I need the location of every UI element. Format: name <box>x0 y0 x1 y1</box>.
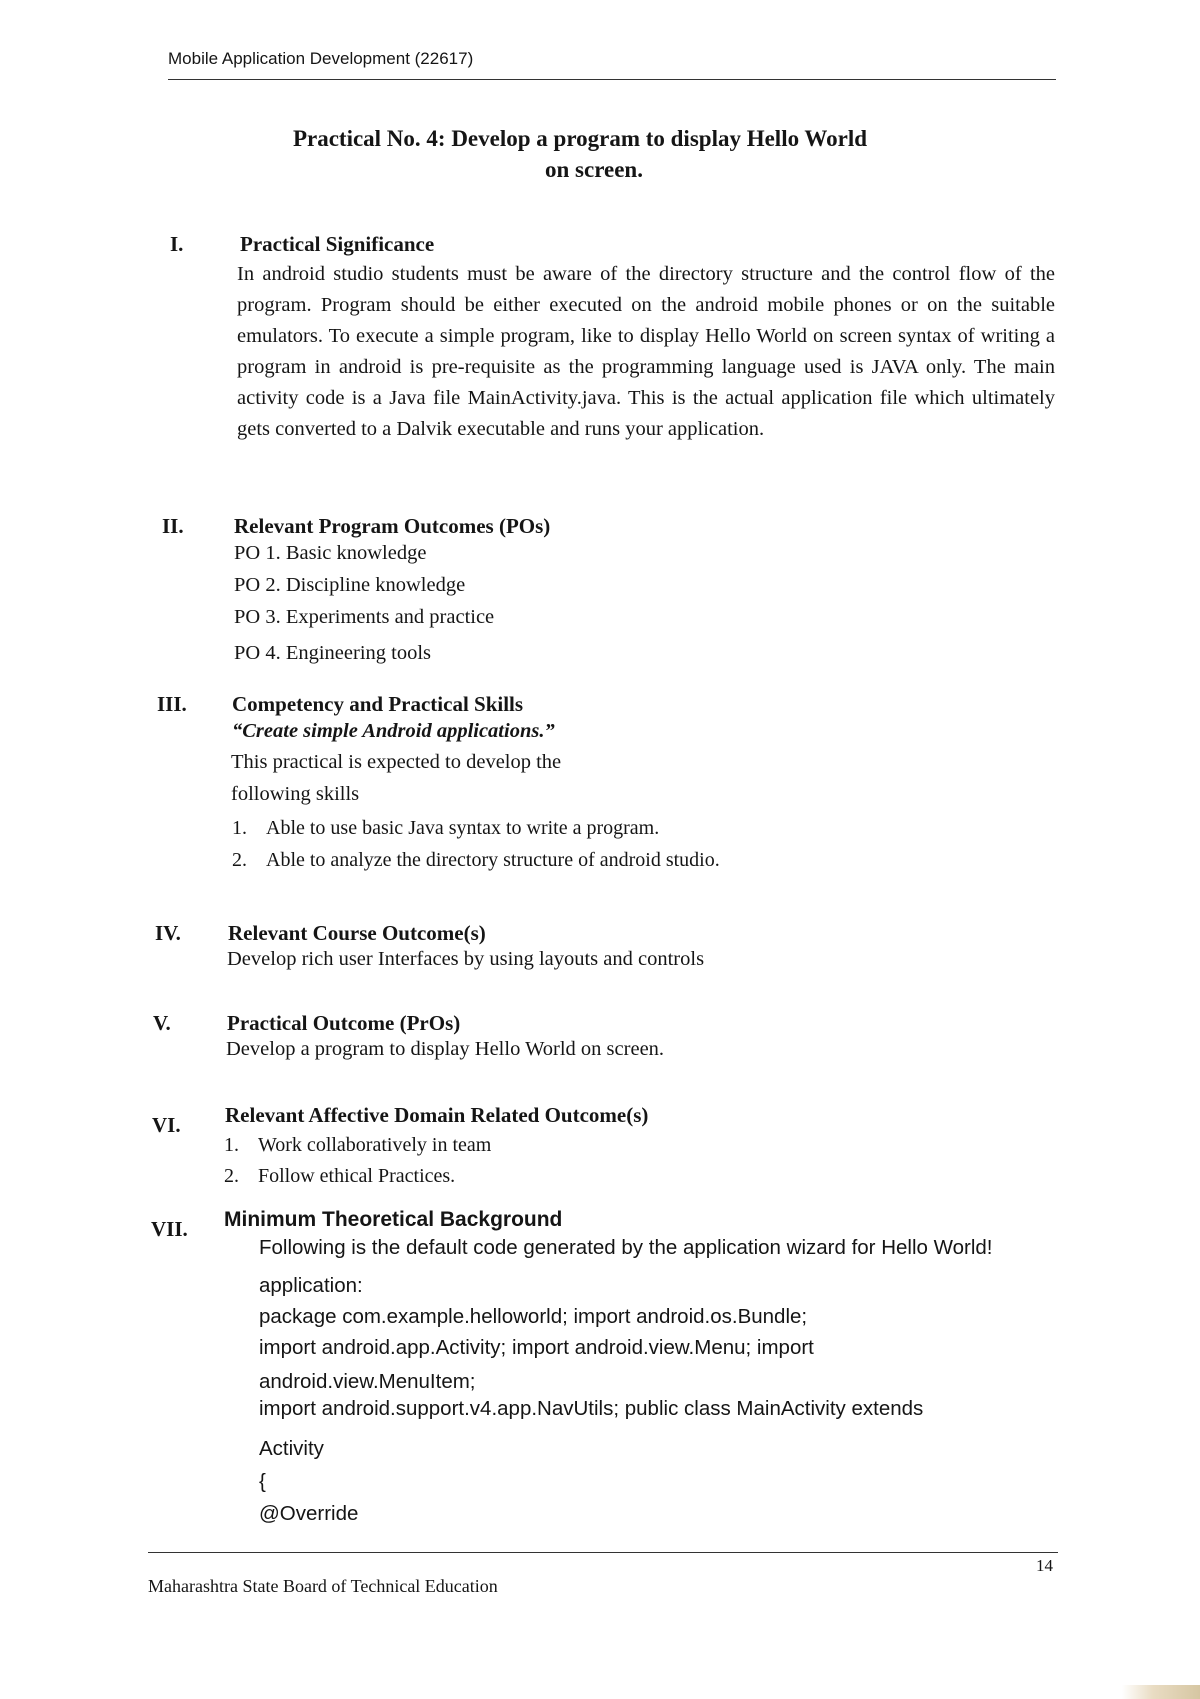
code-line: Following is the default code generated by the application wizard for Hello World! <box>259 1236 993 1259</box>
code-line: import android.support.v4.app.NavUtils; public class MainActivity extends <box>259 1397 924 1420</box>
section-1-number: I. <box>170 232 184 256</box>
po-item: PO 1. Basic knowledge <box>234 542 427 564</box>
section-3-number: III. <box>157 692 187 716</box>
section-5-heading: Practical Outcome (PrOs) <box>227 1011 461 1035</box>
footer-text: Maharashtra State Board of Technical Education <box>148 1576 498 1596</box>
section-1-body: In android studio students must be aware of the directory structure and the control flow of the program. Program should be either executed on the android mobile phones or on the suitable emulators. To execute a simple program, like to display Hello World on screen syntax of writing a program in android is pre-requisite as the programming language used is JAVA only. The main activity code is a Java file MainActivity.java. This is the actual application file which ultimately gets converted to a Dalvik executable and runs your application. <box>237 263 1055 440</box>
po-item: PO 3. Experiments and practice <box>234 606 495 628</box>
affective-item-text: Follow ethical Practices. <box>258 1165 456 1187</box>
skill-item <box>232 849 720 872</box>
code-line: import android.app.Activity; import android.view.Menu; import <box>259 1336 814 1359</box>
skills-intro-line-2: following skills <box>231 783 360 805</box>
section-5-number: V. <box>153 1011 171 1035</box>
running-header: Mobile Application Development (22617) <box>168 49 474 68</box>
competency-quote: “Create simple Android applications.” <box>232 720 555 742</box>
skill-item-text: Able to use basic Java syntax to write a program. <box>266 817 660 839</box>
page-title <box>200 123 960 185</box>
section-7-number: VII. <box>151 1217 188 1241</box>
affective-item <box>224 1134 491 1157</box>
section-2-number: II. <box>162 514 184 538</box>
section-6-number: VI. <box>152 1113 181 1137</box>
affective-item <box>224 1165 455 1188</box>
header-rule <box>168 79 1056 80</box>
section-6-heading: Relevant Affective Domain Related Outcome(s) <box>225 1103 649 1127</box>
section-4-body: Develop rich user Interfaces by using layouts and controls <box>227 948 705 970</box>
title-line-1: Practical No. 4: Develop a program to display Hello World <box>292 126 868 151</box>
skill-item-number: 2. <box>232 849 247 871</box>
section-2-heading: Relevant Program Outcomes (POs) <box>234 514 551 538</box>
code-line: package com.example.helloworld; import android.os.Bundle; <box>259 1305 808 1328</box>
section-5-body: Develop a program to display Hello World on screen. <box>226 1038 665 1060</box>
code-line: { <box>259 1470 266 1493</box>
code-line: Activity <box>259 1437 324 1460</box>
section-4-heading: Relevant Course Outcome(s) <box>228 921 486 945</box>
scan-artifact <box>1122 1685 1200 1699</box>
skill-item-text: Able to analyze the directory structure of android studio. <box>266 849 720 871</box>
skills-intro-line-1: This practical is expected to develop the <box>231 751 562 773</box>
skill-item <box>232 817 659 840</box>
section-1-heading: Practical Significance <box>240 232 435 256</box>
affective-item-number: 1. <box>224 1134 239 1156</box>
skill-item-number: 1. <box>232 817 247 839</box>
affective-item-number: 2. <box>224 1165 239 1187</box>
po-item: PO 2. Discipline knowledge <box>234 574 466 596</box>
footer-rule <box>148 1552 1058 1553</box>
affective-item-text: Work collaboratively in team <box>258 1134 492 1156</box>
page-number: 14 <box>1036 1556 1053 1575</box>
po-item: PO 4. Engineering tools <box>234 642 432 664</box>
section-7-heading: Minimum Theoretical Background <box>224 1208 563 1231</box>
title-line-2: on screen. <box>545 157 643 182</box>
code-line: android.view.MenuItem; <box>259 1370 476 1393</box>
code-line: @Override <box>259 1502 359 1525</box>
section-4-number: IV. <box>155 921 181 945</box>
section-3-heading: Competency and Practical Skills <box>232 692 524 716</box>
code-line: application: <box>259 1274 363 1297</box>
